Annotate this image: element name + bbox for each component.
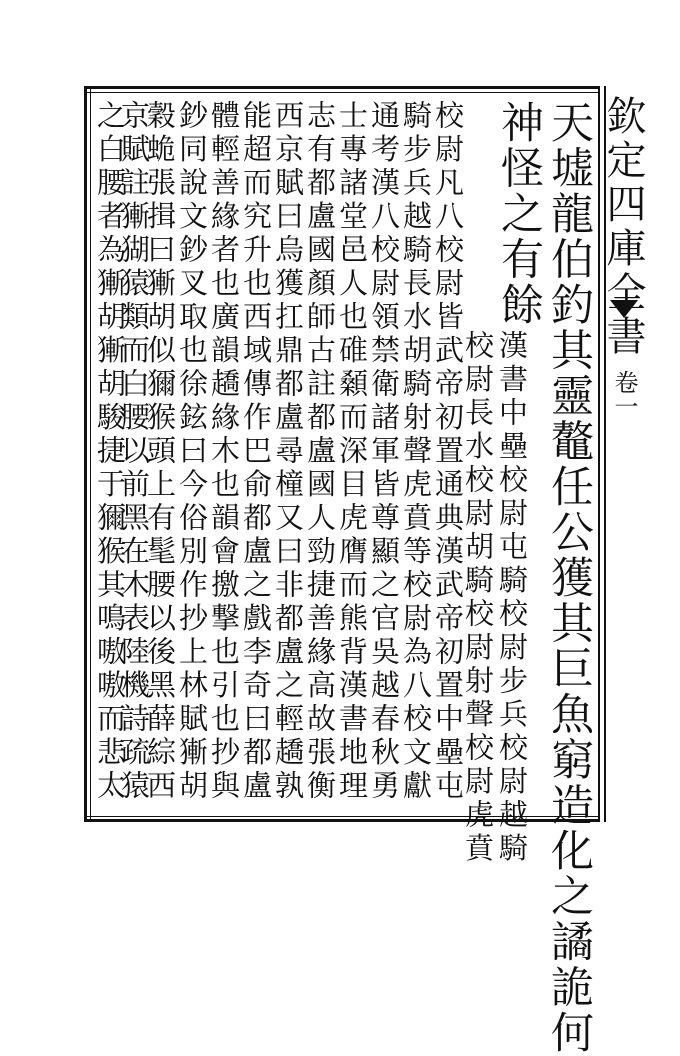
fishtail-mark-icon [610,300,638,318]
frame-inner-top-line [84,92,600,93]
note-column: 體輕善緣者也廣韻趫緣木也韻會撽撃也引也抄與 [207,100,241,804]
note-column: 漢書中壘校尉屯騎校尉步兵校尉越騎 [495,330,529,866]
note-column: 通考漢八校尉領禁衛諸軍皆尊顯之官吳越春秋勇 [367,100,401,804]
frame-inner-left-line [90,86,91,822]
note-column: 西京賦曰烏獲扛鼎都盧尋橦又曰非都盧之輕趫孰 [271,100,305,804]
note-column: 志有都盧國顏師古註都盧國人勁捷善緣高故張衡 [303,100,337,804]
margin-book-title: 欽定四庫全書 [600,95,646,359]
text-column: 天墟龍伯釣其靈鼇任公獲其巨魚窮造化之譎詭何 [544,100,594,1056]
margin-juan-number: 卷一 [610,370,638,418]
note-column: 之白腰者為獑胡獑胡駿捷于獮猴其鳴嗷嗷而悲太 [93,100,127,804]
note-column: 騎步兵越騎長水胡騎射聲虎賁等校尉為八校文獻 [399,100,433,804]
note-column: 能超而究升也西域傳作巴俞都盧之戲李奇曰都盧 [239,100,273,804]
note-column: 校尉長水校尉胡騎校尉射聲校尉虎賁 [461,330,495,866]
note-column: 校尉凡八校尉皆武帝初置通典漢武帝初置中壘屯 [431,100,465,804]
note-column: 士專諸堂邑人也碓顙而深目虎膺而熊背漢書地理 [335,100,369,804]
note-column: 京賦註獑猢猿類而白腰以前黑在木表陸機詩疏猿 [117,100,151,804]
note-column: 鈔同說文鈔叉取也徐鉉曰今俗別作抄上林賦獑胡 [175,100,209,804]
text-column: 神怪之有餘 [494,100,544,328]
note-column: 穀蛫張揖曰獑胡似獮猴頭上有髦腰以後黑薛綜西 [143,100,177,804]
